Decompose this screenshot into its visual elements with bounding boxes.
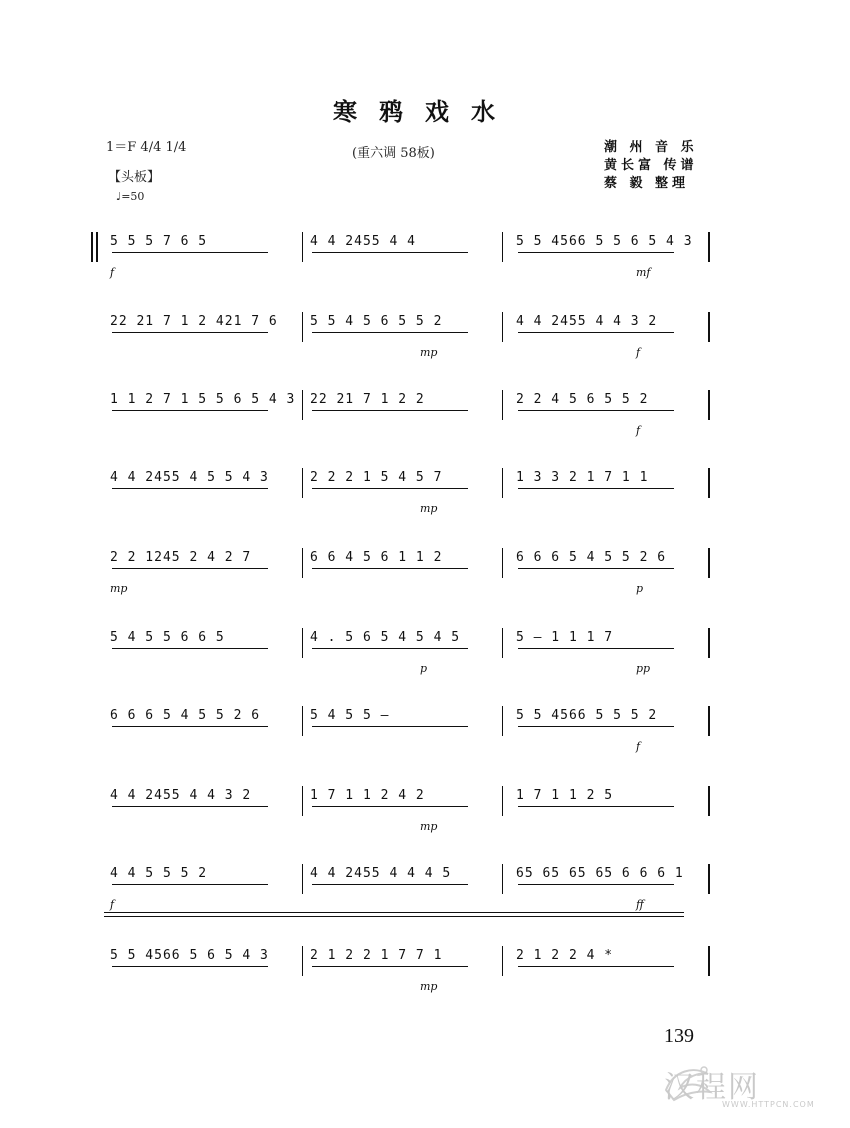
barline: [302, 390, 303, 420]
measure-notes: 1 7 1 1 2 4 2: [310, 788, 425, 803]
score-line: [96, 770, 726, 840]
rhythm-underline: [518, 806, 674, 807]
dynamic-marking: f: [636, 740, 641, 753]
dynamic-marking: mp: [420, 980, 438, 993]
barline: [708, 706, 710, 736]
measure-notes: 22 21 7 1 2 421 7 6: [110, 314, 278, 329]
measure-notes: 4 4 2455 4 5 5 4 3: [110, 470, 269, 485]
mode-label: (重六调 58板): [352, 146, 435, 161]
crescendo-line: [104, 912, 684, 913]
page-number: 139: [664, 1025, 694, 1047]
barline: [708, 628, 710, 658]
barline: [502, 864, 503, 894]
barline: [502, 786, 503, 816]
rhythm-underline: [112, 884, 268, 885]
dynamic-marking: mp: [420, 346, 438, 359]
measure-notes: 2 2 2 1 5 4 5 7: [310, 470, 443, 485]
measure-notes: 4 4 5 5 5 2: [110, 866, 208, 881]
barline: [302, 312, 303, 342]
score-line: [96, 374, 726, 444]
rhythm-underline: [518, 410, 674, 411]
rhythm-underline: [312, 966, 468, 967]
section-label: 【头板】: [108, 170, 161, 185]
watermark-text: 汉程网: [664, 1070, 760, 1105]
barline: [708, 864, 710, 894]
barline: [502, 628, 503, 658]
crescendo-line-lower: [104, 916, 684, 917]
rhythm-underline: [518, 252, 674, 253]
barline: [708, 390, 710, 420]
measure-notes: 5 4 5 5 6 6 5: [110, 630, 225, 645]
barline: [302, 468, 303, 498]
score-line: [96, 532, 726, 602]
score-line: [96, 296, 726, 366]
dynamic-marking: f: [110, 266, 115, 279]
score-line: [96, 452, 726, 522]
rhythm-underline: [112, 966, 268, 967]
rhythm-underline: [312, 648, 468, 649]
rhythm-underline: [312, 332, 468, 333]
barline: [302, 706, 303, 736]
rhythm-underline: [112, 252, 268, 253]
barline: [502, 312, 503, 342]
score-line: [96, 930, 726, 1000]
measure: [516, 216, 712, 286]
rhythm-underline: [312, 884, 468, 885]
rhythm-underline: [312, 568, 468, 569]
rhythm-underline: [312, 726, 468, 727]
measure: [310, 848, 506, 918]
barline: [502, 946, 503, 976]
measure-notes: 4 4 2455 4 4 3 2: [516, 314, 658, 329]
measure: [110, 848, 306, 918]
measure-notes: 4 4 2455 4 4 4 5: [310, 866, 452, 881]
measure: [110, 532, 306, 602]
start-repeat-barline: [96, 232, 98, 262]
measure-notes: 6 6 4 5 6 1 1 2: [310, 550, 443, 565]
rhythm-underline: [112, 806, 268, 807]
measure: [110, 296, 306, 366]
rhythm-underline: [518, 726, 674, 727]
measure: [110, 930, 306, 1000]
measure-notes: 1 3 3 2 1 7 1 1: [516, 470, 649, 485]
measure: [516, 690, 712, 760]
measure-notes: 2 2 4 5 6 5 5 2: [516, 392, 649, 407]
barline: [708, 786, 710, 816]
measure-notes: 6 6 6 5 4 5 5 2 6: [110, 708, 261, 723]
rhythm-underline: [312, 410, 468, 411]
measure: [516, 452, 712, 522]
credit-origin: 潮 州 音 乐: [604, 140, 698, 155]
measure: [310, 296, 506, 366]
measure: [516, 930, 712, 1000]
rhythm-underline: [312, 488, 468, 489]
rhythm-underline: [112, 488, 268, 489]
dynamic-marking: mp: [420, 502, 438, 515]
dynamic-marking: mp: [110, 582, 128, 595]
measure: [310, 452, 506, 522]
rhythm-underline: [112, 332, 268, 333]
rhythm-underline: [112, 648, 268, 649]
rhythm-underline: [112, 568, 268, 569]
measure-notes: 1 7 1 1 2 5: [516, 788, 614, 803]
measure: [516, 532, 712, 602]
measure-notes: 4 . 5 6 5 4 5 4 5: [310, 630, 461, 645]
rhythm-underline: [112, 726, 268, 727]
measure: [310, 532, 506, 602]
rhythm-underline: [518, 884, 674, 885]
rhythm-underline: [312, 806, 468, 807]
measure: [310, 930, 506, 1000]
barline: [302, 864, 303, 894]
rhythm-underline: [518, 568, 674, 569]
measure-notes: 5 5 5 7 6 5: [110, 234, 208, 249]
measure-notes: 2 1 2 2 4 *: [516, 948, 614, 963]
watermark-url: WWW.HTTPCN.COM: [722, 1100, 815, 1109]
rhythm-underline: [112, 410, 268, 411]
measure-notes: 5 5 4566 5 5 6 5 4 3: [516, 234, 693, 249]
measure-notes: 6 6 6 5 4 5 5 2 6: [516, 550, 667, 565]
measure-notes: 65 65 65 65 6 6 6 1: [516, 866, 684, 881]
measure: [310, 690, 506, 760]
measure: [310, 770, 506, 840]
measure: [110, 690, 306, 760]
measure: [110, 612, 306, 682]
rhythm-underline: [312, 252, 468, 253]
barline: [302, 548, 303, 578]
dynamic-marking: p: [636, 582, 644, 595]
dynamic-marking: f: [636, 424, 641, 437]
barline: [302, 946, 303, 976]
dynamic-marking: ff: [636, 898, 644, 911]
dynamic-marking: mf: [636, 266, 651, 279]
page-title: 寒鸦戏水: [333, 98, 517, 126]
measure-notes: 4 4 2455 4 4: [310, 234, 416, 249]
measure: [516, 612, 712, 682]
barline: [502, 548, 503, 578]
barline: [708, 468, 710, 498]
score-line: [96, 216, 726, 286]
measure-notes: 5 5 4566 5 5 5 2: [516, 708, 658, 723]
measure: [110, 216, 306, 286]
measure-notes: 5 – 1 1 1 7: [516, 630, 614, 645]
rhythm-underline: [518, 488, 674, 489]
barline: [708, 312, 710, 342]
dynamic-marking: pp: [636, 662, 651, 675]
credit-editor: 蔡 毅 整理: [604, 176, 690, 191]
barline: [708, 946, 710, 976]
measure: [310, 216, 506, 286]
barline: [502, 390, 503, 420]
measure: [516, 296, 712, 366]
score-line: [96, 612, 726, 682]
barline: [708, 548, 710, 578]
dynamic-marking: f: [110, 898, 115, 911]
measure: [310, 612, 506, 682]
measure: [516, 374, 712, 444]
measure: [516, 848, 712, 918]
measure: [310, 374, 506, 444]
rhythm-underline: [518, 332, 674, 333]
barline: [302, 786, 303, 816]
measure: [110, 452, 306, 522]
measure-notes: 4 4 2455 4 4 3 2: [110, 788, 252, 803]
metronome-mark: ♩=50: [116, 190, 145, 203]
measure-notes: 22 21 7 1 2 2: [310, 392, 425, 407]
barline: [502, 232, 503, 262]
measure: [110, 374, 306, 444]
measure-notes: 2 1 2 2 1 7 7 1: [310, 948, 443, 963]
measure-notes: 5 5 4 5 6 5 5 2: [310, 314, 443, 329]
rhythm-underline: [518, 648, 674, 649]
measure-notes: 1 1 2 7 1 5 5 6 5 4 3: [110, 392, 296, 407]
barline: [302, 628, 303, 658]
score-line: [96, 848, 726, 918]
barline: [708, 232, 710, 262]
dynamic-marking: p: [420, 662, 428, 675]
measure-notes: 2 2 1245 2 4 2 7: [110, 550, 252, 565]
measure-notes: 5 5 4566 5 6 5 4 3: [110, 948, 269, 963]
dynamic-marking: mp: [420, 820, 438, 833]
barline: [502, 706, 503, 736]
measure: [516, 770, 712, 840]
barline: [302, 232, 303, 262]
key-tempo: 1＝F 4/4 1/4: [106, 140, 187, 155]
score-line: [96, 690, 726, 760]
measure: [110, 770, 306, 840]
measure-notes: 5 4 5 5 –: [310, 708, 390, 723]
barline: [502, 468, 503, 498]
rhythm-underline: [518, 966, 674, 967]
dynamic-marking: f: [636, 346, 641, 359]
credit-transmitter: 黄长富 传谱: [604, 158, 698, 173]
